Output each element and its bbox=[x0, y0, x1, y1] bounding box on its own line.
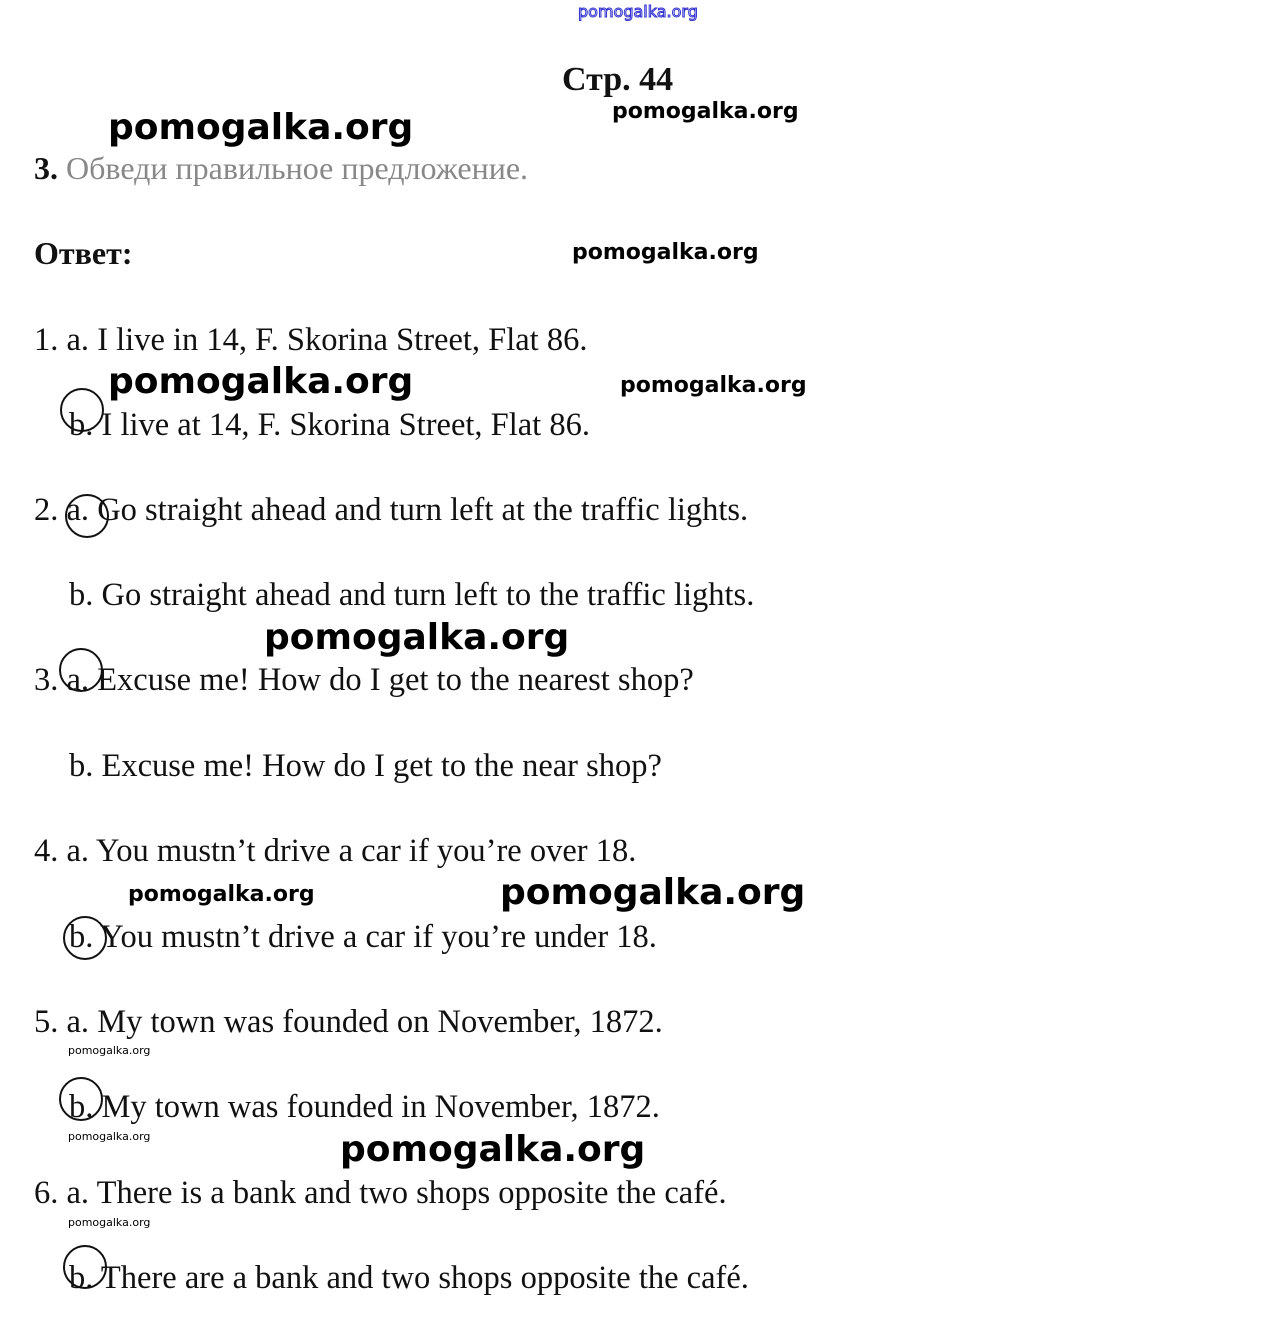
task-instruction: Обведи правильное предложение. bbox=[66, 150, 529, 186]
selection-circle-mark bbox=[65, 494, 109, 538]
watermark: pomogalka.org bbox=[108, 361, 414, 402]
answer-line bbox=[69, 917, 657, 957]
option-text: Go straight ahead and turn left at the traffic lights. bbox=[97, 492, 749, 528]
answer-line bbox=[69, 1087, 660, 1127]
task-heading bbox=[34, 150, 528, 186]
watermark: pomogalka.org bbox=[108, 107, 414, 148]
option-text: Excuse me! How do I get to the near shop? bbox=[101, 748, 662, 784]
watermark: pomogalka.org bbox=[68, 1044, 151, 1057]
watermark: pomogalka.org bbox=[264, 617, 570, 658]
option-text: My town was founded in November, 1872. bbox=[101, 1089, 660, 1125]
answer-line bbox=[34, 490, 748, 530]
answer-line bbox=[69, 575, 754, 615]
option-label: b. bbox=[69, 577, 94, 613]
option-label: 5. a. bbox=[34, 1004, 90, 1040]
option-label: 3. a. bbox=[34, 662, 90, 698]
answer-line bbox=[69, 746, 662, 786]
selection-circle-mark bbox=[60, 388, 104, 432]
option-label: 4. a. bbox=[34, 833, 90, 869]
option-text: You mustn’t drive a car if you’re under 18. bbox=[100, 919, 657, 955]
watermark: pomogalka.org bbox=[340, 1129, 646, 1170]
page-title: Стр. 44 bbox=[562, 61, 674, 98]
watermark: pomogalka.org bbox=[68, 1130, 151, 1143]
watermark: pomogalka.org bbox=[620, 373, 807, 398]
watermark: pomogalka.org bbox=[500, 872, 806, 913]
option-label: 6. a. bbox=[34, 1175, 90, 1211]
option-text: There is a bank and two shops opposite the café. bbox=[96, 1175, 727, 1211]
watermark: pomogalka.org bbox=[128, 882, 315, 907]
answer-line bbox=[34, 831, 636, 871]
option-label: b. bbox=[69, 407, 94, 443]
watermark: pomogalka.org bbox=[578, 2, 698, 21]
selection-circle-mark bbox=[59, 1077, 103, 1121]
answer-line bbox=[34, 1002, 663, 1042]
option-label: b. bbox=[69, 748, 94, 784]
option-text: I live in 14, F. Skorina Street, Flat 86. bbox=[97, 322, 588, 358]
selection-circle-mark bbox=[63, 916, 107, 960]
answer-line bbox=[69, 405, 590, 445]
selection-circle-mark bbox=[59, 648, 103, 692]
task-number: 3. bbox=[34, 150, 58, 186]
option-text: Go straight ahead and turn left to the traffic lights. bbox=[101, 577, 755, 613]
answer-line bbox=[69, 1258, 749, 1298]
option-label: 2. a. bbox=[34, 492, 90, 528]
option-text: I live at 14, F. Skorina Street, Flat 86. bbox=[101, 407, 590, 443]
option-label: b. bbox=[69, 1260, 94, 1296]
option-text: There are a bank and two shops opposite the café. bbox=[100, 1260, 749, 1296]
answer-label: Ответ: bbox=[34, 235, 133, 271]
selection-circle-mark bbox=[63, 1245, 107, 1289]
watermark: pomogalka.org bbox=[572, 240, 759, 265]
answer-line bbox=[34, 320, 587, 360]
option-label: 1. a. bbox=[34, 322, 90, 358]
answer-line bbox=[34, 1173, 727, 1213]
option-label: b. bbox=[69, 1089, 94, 1125]
option-label: b. bbox=[69, 919, 94, 955]
answer-line bbox=[34, 660, 694, 700]
watermark: pomogalka.org bbox=[68, 1216, 151, 1229]
option-text: My town was founded on November, 1872. bbox=[97, 1004, 663, 1040]
watermark: pomogalka.org bbox=[612, 99, 799, 124]
option-text: You mustn’t drive a car if you’re over 18. bbox=[95, 833, 637, 869]
option-text: Excuse me! How do I get to the nearest shop? bbox=[97, 662, 694, 698]
